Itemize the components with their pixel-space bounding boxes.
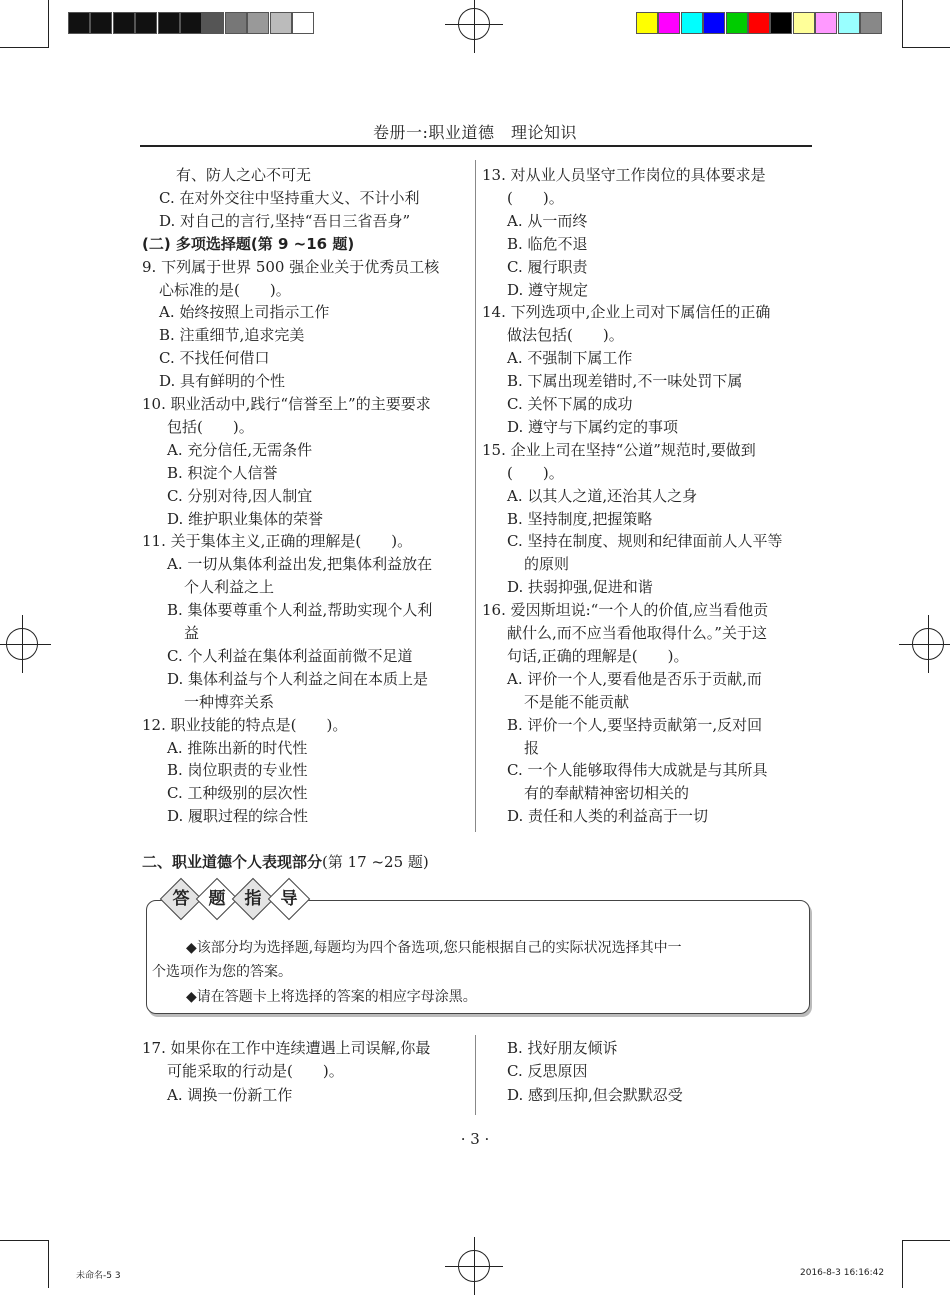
question-stem: 9. 下列属于世界 500 强企业关于优秀员工核: [142, 257, 440, 276]
crop-mark-tl-v: [48, 0, 49, 48]
question-stem: 16. 爱因斯坦说:“一个人的价值,应当看他贡: [482, 601, 769, 620]
column-divider: [475, 160, 476, 832]
answer-option: B. 坚持制度,把握策略: [507, 509, 653, 528]
crop-mark-tr-v: [902, 0, 903, 48]
text-line: 不是能不能贡献: [524, 692, 630, 711]
crop-mark-bl-v: [48, 1240, 49, 1288]
answer-option: D. 维护职业集体的荣誉: [167, 509, 324, 528]
page-number: · 3 ·: [460, 1130, 490, 1148]
header-rule: [140, 145, 812, 147]
guide-line-3: ◆请在答题卡上将选择的答案的相应字母涂黑。: [186, 989, 477, 1005]
answer-option: C. 在对外交往中坚持重大义、不计小利: [159, 188, 420, 207]
text-line: ( )。: [507, 188, 564, 207]
crop-mark-tr-h: [902, 47, 950, 48]
guide-line-2: 个选项作为您的答案。: [152, 964, 292, 980]
question-stem: 17. 如果你在工作中连续遭遇上司误解,你最: [142, 1039, 431, 1057]
answer-option: D. 履职过程的综合性: [167, 807, 309, 826]
footer-timestamp: 2016-8-3 16:16:42: [800, 1268, 885, 1278]
gray-swatch: [135, 12, 157, 34]
question-stem: 13. 对从业人员坚守工作岗位的具体要求是: [482, 166, 766, 184]
crop-mark-bl-h: [0, 1240, 48, 1241]
answer-option: C. 履行职责: [507, 257, 588, 276]
color-swatch: [815, 12, 837, 34]
question-stem: 11. 关于集体主义,正确的理解是( )。: [142, 532, 413, 551]
question-stem: 14. 下列选项中,企业上司对下属信任的正确: [482, 303, 771, 322]
text-line: ( )。: [507, 463, 564, 482]
page-header-title: 卷册一:职业道德 理论知识: [373, 123, 577, 142]
color-swatch: [860, 12, 882, 34]
answer-option: C. 分别对待,因人制宜: [167, 486, 313, 505]
answer-option: B. 注重细节,追求完美: [159, 326, 305, 345]
question-stem: 15. 企业上司在坚持“公道”规范时,要做到: [482, 440, 756, 459]
registration-mark-left: [6, 628, 38, 660]
section2-title-bold: 二、职业道德个人表现部分: [142, 853, 323, 871]
answer-option: C. 坚持在制度、规则和纪律面前人人平等: [507, 532, 783, 551]
answer-option: A. 不强制下属工作: [507, 349, 633, 368]
crop-mark-br-h: [902, 1240, 950, 1241]
color-swatch: [658, 12, 680, 34]
answer-option: A. 以其人之道,还治其人之身: [507, 486, 698, 505]
section2-title: [142, 851, 429, 873]
gray-swatch: [180, 12, 202, 34]
answer-option: A. 一切从集体利益出发,把集体利益放在: [167, 555, 433, 574]
color-swatch: [770, 12, 792, 34]
guide-char-3: 指: [244, 889, 262, 909]
color-swatch: [748, 12, 770, 34]
color-swatch: [793, 12, 815, 34]
text-line: 句话,正确的理解是( )。: [507, 646, 689, 665]
column-divider-bottom: [475, 1035, 476, 1115]
answer-option: B. 岗位职责的专业性: [167, 761, 308, 780]
gray-swatch: [202, 12, 224, 34]
question-stem: 12. 职业技能的特点是( )。: [142, 715, 348, 734]
answer-option: D. 对自己的言行,坚持“吾日三省吾身”: [159, 211, 411, 230]
text-line: 心标准的是( )。: [159, 280, 291, 299]
answer-option: D. 扶弱抑强,促进和谐: [507, 578, 653, 597]
text-line: 报: [524, 738, 540, 757]
answer-option: D. 遵守与下属约定的事项: [507, 417, 679, 436]
gray-swatch: [270, 12, 292, 34]
answer-option: B. 评价一个人,要坚持贡献第一,反对回: [507, 715, 763, 734]
answer-option: B. 临危不退: [507, 234, 588, 253]
text-line: 做法包括( )。: [507, 326, 624, 345]
text-line: 可能采取的行动是( )。: [167, 1062, 344, 1080]
guide-line-1: ◆该部分均为选择题,每题均为四个备选项,您只能根据自己的实际状况选择其中一: [186, 940, 682, 956]
color-swatch: [838, 12, 860, 34]
question-stem: 10. 职业活动中,践行“信誉至上”的主要要求: [142, 395, 431, 413]
guide-char-2: 题: [208, 889, 226, 909]
answer-option: A. 评价一个人,要看他是否乐于贡献,而: [507, 669, 762, 688]
answer-option: B. 积淀个人信誉: [167, 463, 278, 482]
text-line: 益: [184, 624, 200, 642]
text-line: 献什么,而不应当看他取得什么。”关于这: [507, 624, 767, 642]
answer-option: B. 找好朋友倾诉: [507, 1039, 618, 1057]
answer-option: C. 工种级别的层次性: [167, 784, 308, 803]
color-swatch: [636, 12, 658, 34]
text-line: 的原则: [524, 555, 570, 574]
gray-swatch: [90, 12, 112, 34]
crop-mark-br-v: [902, 1240, 903, 1288]
section2-title-range: (第 17 ~25 题): [322, 853, 429, 871]
answer-option: A. 充分信任,无需条件: [167, 440, 313, 459]
answer-option: D. 具有鲜明的个性: [159, 372, 286, 391]
gray-swatch: [158, 12, 180, 34]
gray-swatch: [113, 12, 135, 34]
registration-mark-bottom: [458, 1250, 490, 1282]
registration-mark-right: [912, 628, 944, 660]
gray-swatch: [292, 12, 314, 34]
text-line: 有、防人之心不可无: [176, 166, 312, 184]
answer-option: A. 从一而终: [507, 211, 588, 230]
crop-mark-tl-h: [0, 47, 48, 48]
registration-mark-top: [458, 8, 490, 40]
gray-swatch: [225, 12, 247, 34]
answer-option: B. 下属出现差错时,不一味处罚下属: [507, 372, 743, 391]
answer-option: D. 责任和人类的利益高于一切: [507, 807, 709, 826]
answer-option: A. 始终按照上司指示工作: [159, 303, 330, 322]
color-swatch: [726, 12, 748, 34]
color-swatch: [703, 12, 725, 34]
answer-option: A. 推陈出新的时代性: [167, 738, 308, 757]
answer-option: D. 感到压抑,但会默默忍受: [507, 1086, 683, 1104]
answer-option: C. 一个人能够取得伟大成就是与其所具: [507, 761, 768, 780]
guide-char-1: 答: [172, 889, 190, 909]
text-line: 个人利益之上: [184, 578, 275, 597]
answer-option: C. 不找任何借口: [159, 349, 270, 368]
color-swatch: [681, 12, 703, 34]
answer-option: A. 调换一份新工作: [167, 1086, 293, 1104]
guide-char-4: 导: [280, 889, 298, 909]
answer-option: D. 遵守规定: [507, 280, 589, 299]
gray-swatch: [247, 12, 269, 34]
footer-filename: 未命名-5 3: [76, 1271, 121, 1281]
text-line: 一种博弈关系: [184, 692, 275, 711]
answer-option: C. 反思原因: [507, 1062, 588, 1080]
text-line: 有的奉献精神密切相关的: [524, 784, 690, 803]
text-line: 包括( )。: [167, 417, 254, 436]
answer-option: C. 关怀下属的成功: [507, 395, 633, 413]
answer-option: C. 个人利益在集体利益面前微不足道: [167, 646, 413, 665]
answer-option: B. 集体要尊重个人利益,帮助实现个人利: [167, 601, 433, 620]
section-heading: (二) 多项选择题(第 9 ~16 题): [142, 234, 355, 253]
gray-swatch: [68, 12, 90, 34]
answer-option: D. 集体利益与个人利益之间在本质上是: [167, 669, 429, 688]
